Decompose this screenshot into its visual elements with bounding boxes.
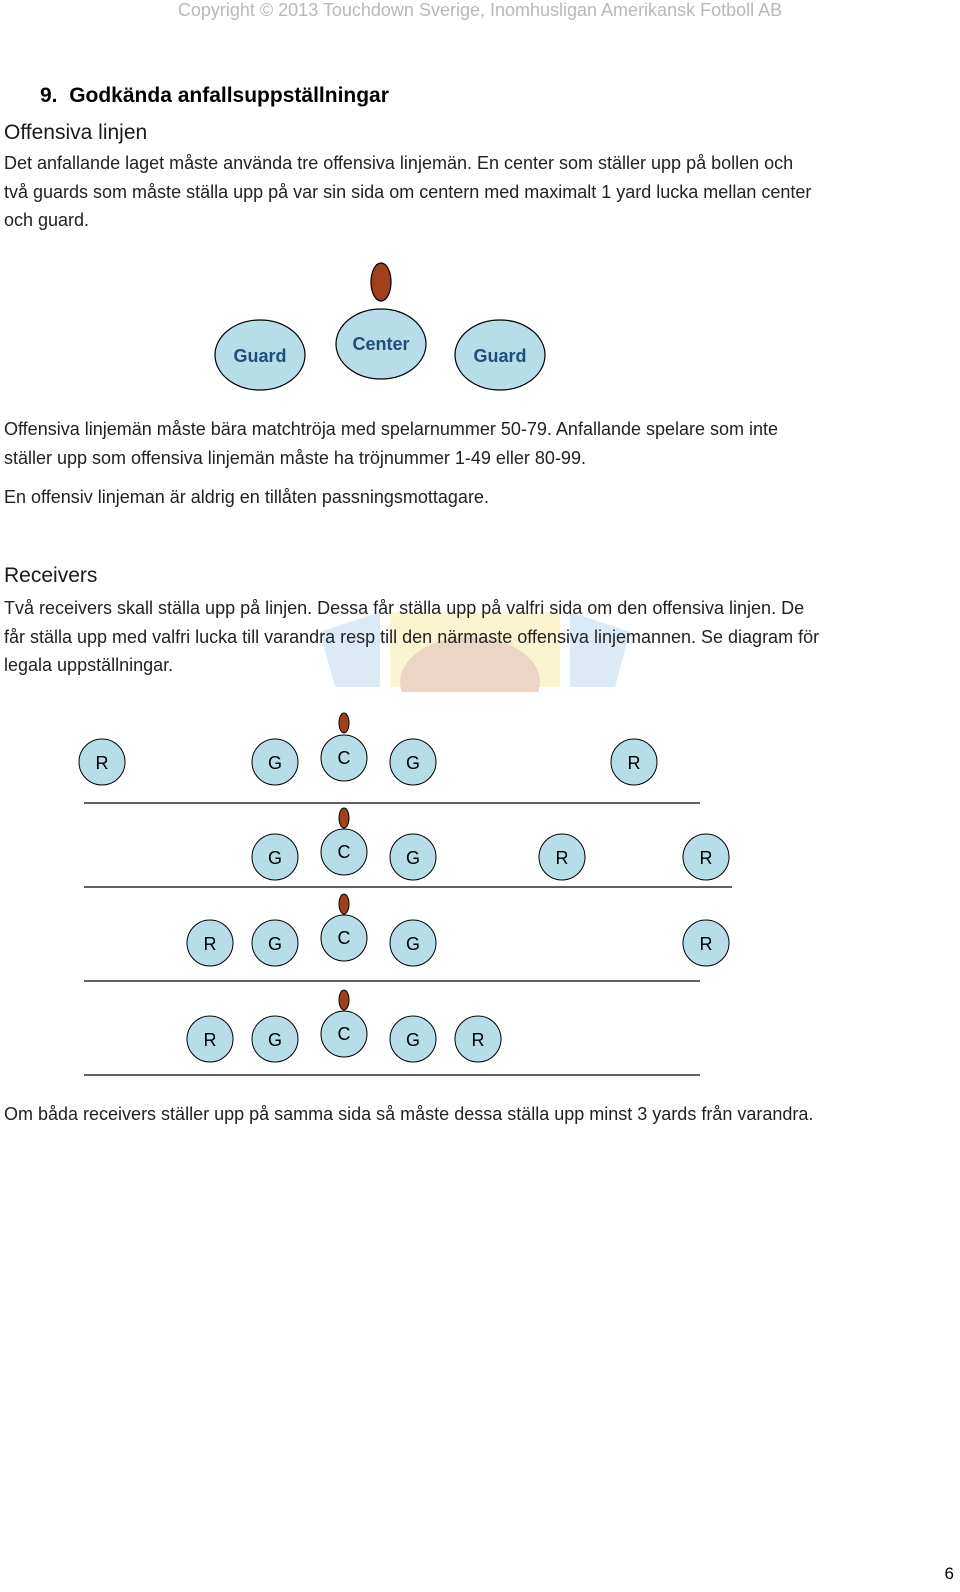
player-label: G xyxy=(267,753,283,773)
football xyxy=(339,990,349,1010)
player-label: R xyxy=(555,848,569,868)
receivers-heading: Receivers xyxy=(4,564,98,587)
player-label: R xyxy=(203,934,217,954)
football xyxy=(371,263,391,301)
player-label: G xyxy=(267,1030,283,1050)
guard-left-label: Guard xyxy=(233,346,287,366)
player-label: C xyxy=(337,1024,351,1044)
guard-right-label: Guard xyxy=(473,346,527,366)
receivers-line: legala uppställningar. xyxy=(4,655,174,675)
formation-4 xyxy=(84,990,700,1075)
jersey-line: ställer upp som offensiva linjemän måste ha tröjnummer 1-49 eller 80-99. xyxy=(4,447,586,468)
receivers-line: Två receivers skall ställa upp på linjen. Dessa får ställa upp på valfri sida om den offensiva linjen. De xyxy=(4,598,805,618)
player-label: G xyxy=(267,934,283,954)
intro-line: Det anfallande laget måste använda tre offensiva linjemän. En center som ställer upp på bollen och xyxy=(4,153,794,173)
formation-1 xyxy=(79,713,700,803)
intro-line: två guards som måste ställa upp på var sin sida om centern med maximalt 1 yard lucka mellan center xyxy=(4,181,812,202)
player-label: G xyxy=(405,753,421,773)
football xyxy=(339,808,349,828)
formation-2 xyxy=(84,808,732,887)
center-label: Center xyxy=(352,334,410,354)
jersey-line: Offensiva linjemän måste bära matchtröja med spelarnummer 50-79. Anfallande spelare som inte xyxy=(4,419,779,439)
player-label: R xyxy=(627,753,641,773)
player-label: R xyxy=(699,934,713,954)
page-number: 6 xyxy=(944,1564,954,1583)
player-label: R xyxy=(471,1030,485,1050)
player-label: R xyxy=(95,753,109,773)
football xyxy=(339,713,349,733)
closing-rule: Om båda receivers ställer upp på samma sida så måste dessa ställa upp minst 3 yards från varandra. xyxy=(4,1104,814,1124)
player-label: G xyxy=(267,848,283,868)
receiver-eligibility-rule: En offensiv linjeman är aldrig en tillåten passningsmottagare. xyxy=(4,487,489,507)
copyright-header: Copyright © 2013 Touchdown Sverige, Inomhusligan Amerikansk Fotboll AB xyxy=(177,0,783,20)
receivers-line: får ställa upp med valfri lucka till varandra resp till den närmaste offensiva linjemannen. Se diagram för xyxy=(4,626,820,647)
formation-3 xyxy=(84,894,729,981)
section-title-text: Godkända anfallsuppställningar xyxy=(69,84,389,107)
intro-line: och guard. xyxy=(4,210,90,230)
player-label: G xyxy=(405,1030,421,1050)
football xyxy=(339,894,349,914)
player-label: R xyxy=(203,1030,217,1050)
player-label: C xyxy=(337,928,351,948)
offensive-line-heading: Offensiva linjen xyxy=(4,121,148,144)
section-number: 9. xyxy=(40,84,58,107)
player-label: C xyxy=(337,842,351,862)
player-label: G xyxy=(405,848,421,868)
player-label: R xyxy=(699,848,713,868)
offensive-line-diagram xyxy=(215,263,545,390)
player-label: C xyxy=(337,748,351,768)
player-label: G xyxy=(405,934,421,954)
